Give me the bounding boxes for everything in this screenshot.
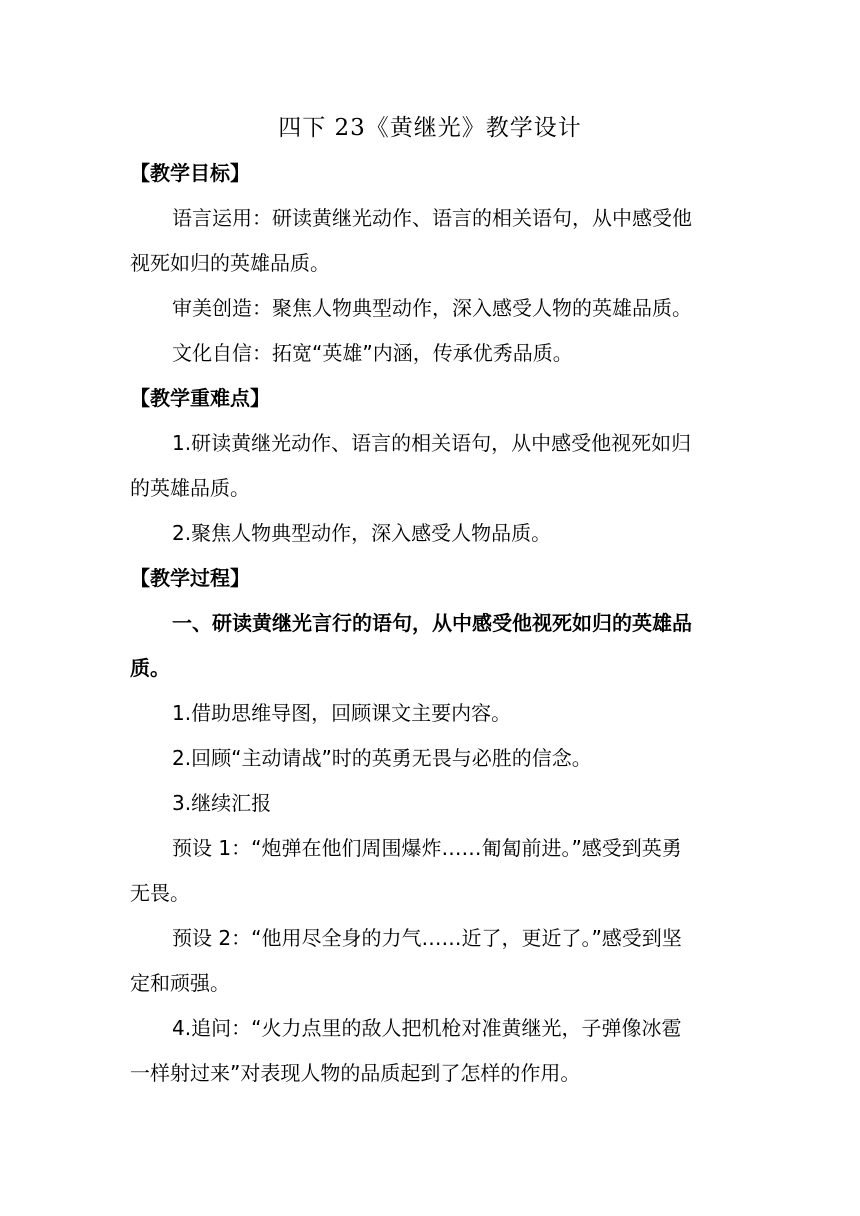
process-part1-line2: 质。 xyxy=(130,656,170,680)
process-part1-line1: 一、研读黄继光言行的语句，从中感受他视死如归的英雄品 xyxy=(172,611,692,635)
objective-aesthetic: 审美创造：聚焦人物典型动作，深入感受人物的英雄品质。 xyxy=(172,296,692,320)
preset-1-line1: 预设 1：“炮弹在他们周围爆炸……匍匐前进。”感受到英勇 xyxy=(172,836,682,860)
preset-2-line2: 定和顽强。 xyxy=(130,971,230,995)
process-step-1: 1.借助思维导图，回顾课文主要内容。 xyxy=(172,701,512,725)
page-title: 四下 23《黄继光》教学设计 xyxy=(278,115,582,141)
key-points-heading: 【教学重难点】 xyxy=(130,386,270,410)
process-step-4-line2: 一样射过来”对表现人物的品质起到了怎样的作用。 xyxy=(130,1061,581,1085)
key-point-1-line1: 1.研读黄继光动作、语言的相关语句，从中感受他视死如归 xyxy=(172,431,692,455)
key-point-1-line2: 的英雄品质。 xyxy=(130,476,250,500)
process-step-2: 2.回顾“主动请战”时的英勇无畏与必胜的信念。 xyxy=(172,746,592,770)
process-heading: 【教学过程】 xyxy=(130,566,250,590)
preset-2-line1: 预设 2：“他用尽全身的力气……近了，更近了。”感受到坚 xyxy=(172,926,682,950)
objective-language-line1: 语言运用：研读黄继光动作、语言的相关语句，从中感受他 xyxy=(172,206,692,230)
process-step-3: 3.继续汇报 xyxy=(172,791,272,815)
objective-culture: 文化自信：拓宽“英雄”内涵，传承优秀品质。 xyxy=(172,341,573,365)
objective-language-line2: 视死如归的英雄品质。 xyxy=(130,251,330,275)
objectives-heading: 【教学目标】 xyxy=(130,161,250,185)
process-step-4-line1: 4.追问：“火力点里的敌人把机枪对准黄继光，子弹像冰雹 xyxy=(172,1016,682,1040)
preset-1-line2: 无畏。 xyxy=(130,881,190,905)
key-point-2: 2.聚焦人物典型动作，深入感受人物品质。 xyxy=(172,521,552,545)
